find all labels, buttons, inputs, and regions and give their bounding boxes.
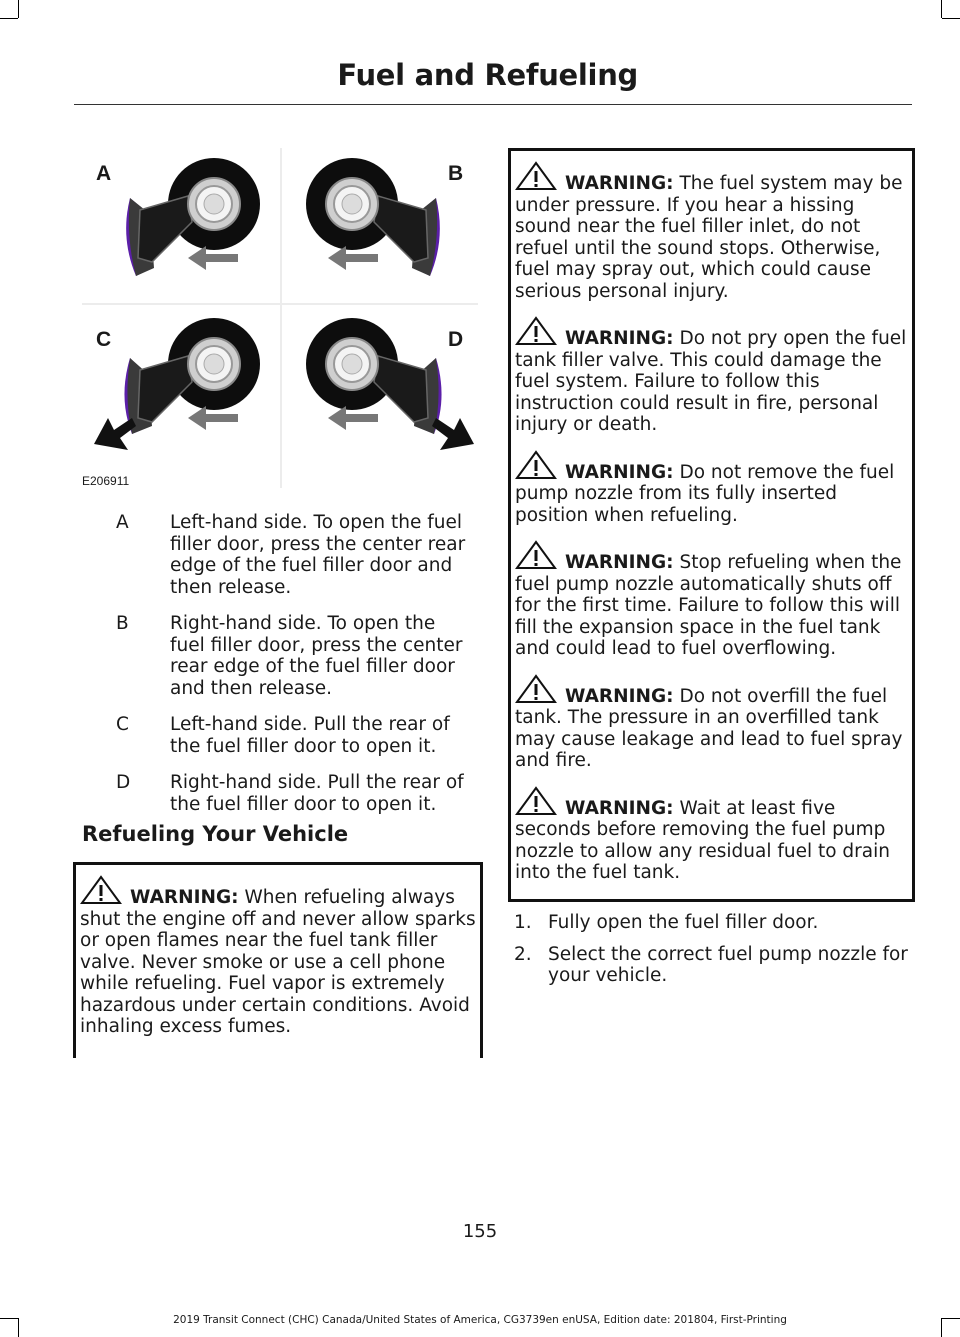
legend-key: A — [116, 512, 129, 533]
section-heading: Refueling Your Vehicle — [82, 822, 349, 846]
warning-label: WARNING: — [565, 552, 674, 573]
legend-key: B — [116, 613, 129, 634]
warning-text: Do not pry open the fuel tank filler valve. This could damage the fuel system. Failure to follow this instruction could result in fire, personal injury or death. — [515, 328, 907, 435]
step-number: 2. — [514, 943, 532, 965]
warning-triangle-icon — [515, 161, 557, 191]
figure-letter-a: A — [96, 162, 112, 185]
fuel-door-illustration-d — [288, 314, 478, 464]
page-title: Fuel and Refueling — [337, 58, 638, 92]
step-number: 1. — [514, 912, 532, 933]
warning-item — [511, 316, 912, 436]
fuel-door-illustration-a — [118, 158, 278, 298]
warning-triangle-icon — [515, 316, 557, 346]
warning-box — [508, 148, 915, 902]
legend-item — [82, 613, 474, 699]
warning-item — [511, 161, 912, 302]
legend-key: D — [116, 772, 131, 793]
warning-label: WARNING: — [565, 685, 674, 707]
figure-letter-d: D — [448, 328, 464, 351]
warning-item — [511, 450, 912, 527]
crop-mark — [941, 0, 942, 18]
warning-text: Do not overfill the fuel tank. The pressure in an overfilled tank may cause leakage and lead to fuel spray and fire. — [515, 685, 903, 771]
refueling-steps — [514, 912, 914, 997]
warning-label: WARNING: — [130, 887, 239, 908]
warning-item — [511, 674, 912, 772]
warning-text: Do not remove the fuel pump nozzle from its fully inserted position when refueling. — [515, 461, 895, 526]
legend-text: Left-hand side. To open the fuel filler door, press the center rear edge of the fuel filler door and then release. — [170, 512, 466, 598]
warning-triangle-icon — [515, 786, 557, 816]
header-divider — [74, 104, 912, 105]
crop-mark — [18, 0, 19, 18]
legend-item — [82, 512, 474, 598]
warning-text: The fuel system may be under pressure. If you hear a hissing sound near the fuel filler inlet, do not refuel until the sound stops. Otherwise, fuel may spray out, which could cause serious personal injury. — [515, 173, 903, 302]
warning-triangle-icon — [515, 450, 557, 480]
warning-text: Wait at least five seconds before removing the fuel pump nozzle to allow any residual fuel to drain into the fuel tank. — [515, 797, 890, 883]
footer-text: 2019 Transit Connect (CHC) Canada/United States of America, CG3739en enUSA, Edition date: 201804, First-Printing — [173, 1314, 787, 1326]
legend-key: C — [116, 714, 129, 735]
fuel-door-figure — [82, 148, 482, 493]
figure-legend — [82, 512, 474, 830]
crop-mark — [0, 18, 18, 19]
legend-text: Right-hand side. To open the fuel filler door, press the center rear edge of the fuel filler door and then release. — [170, 613, 463, 699]
warning-text: Stop refueling when the fuel pump nozzle automatically shuts off for the first time. Failure to follow this will fill the expansion space in the fuel tank and could lead to fuel overflowing. — [515, 552, 902, 659]
warning-item — [76, 875, 480, 1038]
warning-triangle-icon — [80, 875, 122, 905]
fuel-door-illustration-c — [92, 314, 282, 464]
figure-letter-b: B — [448, 162, 464, 185]
figure-letter-c: C — [96, 328, 112, 351]
legend-text: Right-hand side. Pull the rear of the fuel filler door to open it. — [170, 772, 464, 815]
list-item — [514, 944, 914, 987]
warning-label: WARNING: — [565, 328, 674, 349]
step-text: Fully open the fuel filler door. — [548, 912, 819, 933]
warning-box — [73, 862, 483, 1058]
warning-text: When refueling always shut the engine off and never allow sparks or open flames near the fuel tank filler valve. Never smoke or use a cell phone while refueling. Fuel vapor is extremely hazardous under certain conditions. Avoid inhaling excess fumes. — [80, 887, 476, 1037]
figure-divider-horizontal — [82, 303, 478, 305]
legend-item — [82, 714, 474, 757]
warning-label: WARNING: — [565, 173, 674, 194]
warning-item — [511, 540, 912, 660]
page-number: 155 — [462, 1221, 498, 1242]
crop-mark — [942, 18, 960, 19]
warning-label: WARNING: — [565, 461, 674, 483]
legend-text: Left-hand side. Pull the rear of the fuel filler door to open it. — [170, 714, 450, 757]
legend-item — [82, 772, 474, 815]
warning-triangle-icon — [515, 540, 557, 570]
warning-triangle-icon — [515, 674, 557, 704]
step-text: Select the correct fuel pump nozzle for your vehicle. — [548, 943, 908, 986]
fuel-door-illustration-b — [288, 158, 448, 298]
list-item — [514, 912, 914, 934]
warning-label: WARNING: — [565, 797, 674, 819]
figure-code: E206911 — [82, 474, 130, 488]
warning-item — [511, 786, 912, 884]
